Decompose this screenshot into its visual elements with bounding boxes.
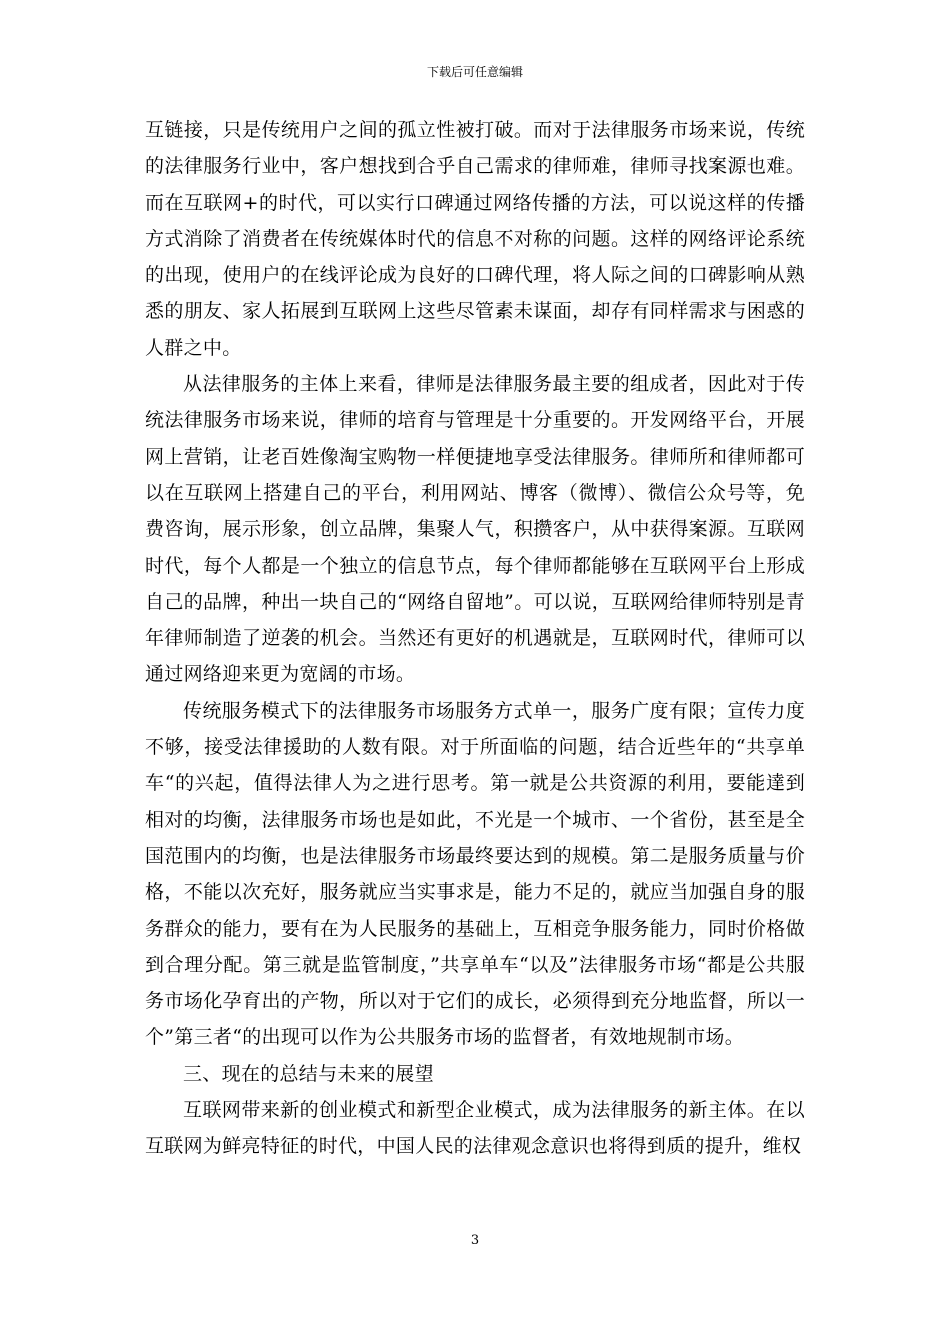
paragraph-lawyer-subject: 从法律服务的主体上来看，律师是法律服务最主要的组成者，因此对于传统法律服务市场来说，律师的培育与管理是十分重要的。开发网络平台，开展网上营销，让老百姓像淘宝购物一样便捷地享受法律服务。律师所和律师都可以在互联网上搭建自己的平台，利用网站、博客（微博）、微信公众号等，免费咨询，展示形象，创立品牌，集聚人气，积攒客户，从中获得案源。互联网时代，每个人都是一个独立的信息节点，每个律师都能够在互联网平台上形成自己的品牌，种出一块自己的“网络自留地”。可以说，互联网给律师特别是青年律师制造了逆袭的机会。当然还有更好的机遇就是，互联网时代，律师可以通过网络迎来更为宽阔的市场。: [145, 373, 805, 686]
paragraph-new-business-model: 互联网带来新的创业模式和新型企业模式，成为法律服务的新主体。在以互联网为鲜亮特征的时代，中国人民的法律观念意识也将得到质的提升，维权: [145, 1099, 805, 1158]
page-number: 3: [470, 1233, 480, 1248]
section-heading-summary-outlook: 三、现在的总结与未来的展望: [183, 1062, 434, 1085]
paragraph-traditional-service-model: 传统服务模式下的法律服务市场服务方式单一，服务广度有限；宣传力度不够，接受法律援助的人数有限。对于所面临的问题，结合近些年的“共享单车“的兴起，值得法律人为之进行思考。第一就是公共资源的利用，要能達到相对的均衡，法律服务市场也是如此，不光是一个城市、一个省份，甚至是全国范围内的均衡，也是法律服务市场最终要达到的规模。第二是服务质量与价格，不能以次充好，服务就应当实事求是，能力不足的，就应当加强自身的服务群众的能力，要有在为人民服务的基础上，互相竞争服务能力，同时价格做到合理分配。第三就是监管制度，”共享单车“以及”法律服务市场“都是公共服务市场化孕育出的产物，所以对于它们的成长，必须得到充分地监督，所以一个”第三者“的出现可以作为公共服务市场的监督者，有效地规制市场。: [145, 699, 805, 1049]
page-header: 下载后可任意编辑: [426, 65, 523, 79]
paragraph-continued-internet-word-of-mouth: 互链接，只是传统用户之间的孤立性被打破。而对于法律服务市场来说，传统的法律服务行业中，客户想找到合乎自己需求的律师难，律师寻找案源也难。而在互联网+的时代，可以实行口碑通过网络传播的方法，可以说这样的传播方式消除了消费者在传统媒体时代的信息不对称的问题。这样的网络评论系统的出现，使用户的在线评论成为良好的口碑代理，将人际之间的口碑影响从熟悉的朋友、家人拓展到互联网上这些尽管素未谋面，却存有同样需求与困惑的人群之中。: [145, 119, 805, 359]
document-body: [145, 112, 805, 1165]
